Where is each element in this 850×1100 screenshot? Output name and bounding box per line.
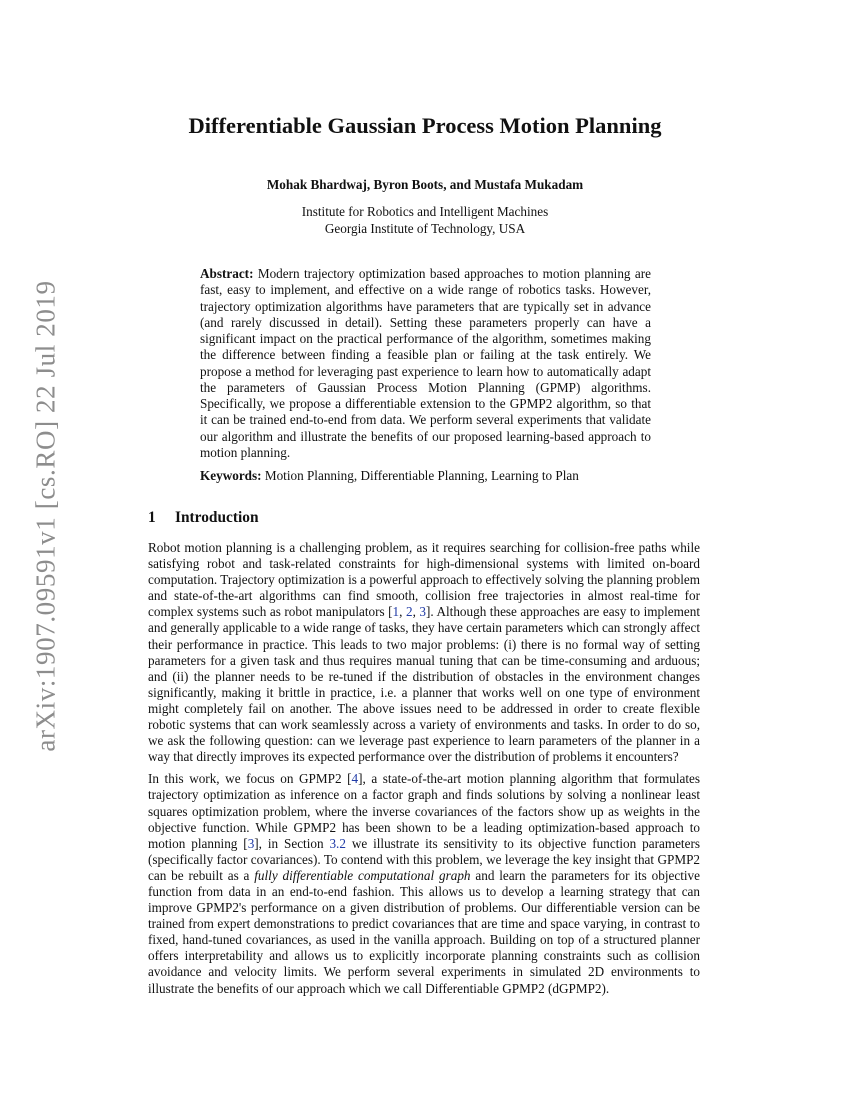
paragraph-text: ]. Although these approaches are easy to implement and generally applicable to a wide range of tasks, they have certain parameters which can strongly affect their performance in practice. This leads to two major problems: (i) there is no formal way of setting parameters for a given task and thus requires manual tuning that can be time-consuming and arduous; and (ii) the planner needs to be re-tuned if the distribution of obstacles in the environment changes significantly, making it brittle in practice, i.e. a planner that works well on one type of environment might completely fail on another. The above issues need to be addressed in order to create flexible robotic systems that can work seamlessly across a variety of environments and tasks. In order to do so, we ask the following question: can we leverage past experience to learn parameters of the planner in a way that directly improves its expected performance over the distribution of problems it encounters? — [148, 604, 701, 765]
citation-link[interactable]: 2 — [405, 604, 413, 620]
section-body — [148, 540, 700, 1003]
section-title: Introduction — [175, 509, 259, 526]
citation-link[interactable]: 1 — [392, 604, 400, 620]
paragraph-text: ], in Section — [254, 835, 330, 851]
affiliation-line-1: Institute for Robotics and Intelligent Machines — [301, 204, 549, 219]
paragraph-text: we illustrate its sensitivity to its objective function parameters (specifically factor covariances). To contend with this problem, we leverage the key insight that GPMP2 can be rebuilt as a — [148, 835, 700, 883]
citation-link[interactable]: 4 — [351, 771, 359, 787]
section-number: 1 — [148, 509, 156, 526]
paper-title: Differentiable Gaussian Process Motion Planning — [188, 113, 662, 138]
paragraph-text: and learn the parameters for its objective function from data in an end-to-end fashion. This allows us to develop a learning strategy that can improve GPMP2's performance on a given distribution of problems. Our differentiable version can be trained from expert demonstrations to predict covariances that are time and space varying, in contrast to fixed, hand-tuned covariances, as used in the vanilla approach. Building on top of a structured planner offers interpretability and allows us to explicitly incorporate planning constraints such as collision avoidance and velocity limits. We perform several experiments in simulated 2D environments to illustrate the benefits of our approach which we call Differentiable GPMP2 (dGPMP2). — [148, 867, 700, 996]
paragraph-text: ], a state-of-the-art motion planning algorithm that formulates trajectory optimization as inference on a factor graph and finds solutions by solving a nonlinear least squares optimization problem, where the inverse covariances of the factors show up as weights in the objective function. While GPMP2 has been shown to be a leading optimization-based approach to motion planning [ — [148, 771, 700, 851]
paragraph-2 — [148, 771, 700, 996]
affiliation — [100, 204, 750, 237]
paragraph-text: In this work, we focus on GPMP2 [ — [148, 771, 352, 787]
abstract-label: Abstract: — [200, 266, 254, 281]
paragraph-1: Robot motion planning is a challenging problem, as it requires searching for collision-free paths while satisfying robot and task-related constraints for high-dimensional systems with limited on-board computation. Trajectory optimization is a powerful approach to effectively solving the planning problem and state-of-the-art algorithms can find smooth, collision free trajectories in almost real-time for complex systems such as robot manipulators [1, 2, 3]. Although these approaches are easy to implement and generally applicable to a wide range of tasks, they have certain parameters which can strongly affect their performance in practice. This leads to two major problems: (i) there is no formal way of setting parameters for a given task and thus requires manual tuning that can be time-consuming and arduous; and (ii) the planner needs to be re-tuned if the distribution of obstacles in the environment changes significantly, making it brittle in practice, i.e. a planner that works well on one type of environment might completely fail on another. The above issues need to be addressed in order to create flexible robotic systems that can work seamlessly across a variety of environments and tasks. In order to do so, we ask the following question: can we leverage past experience to learn parameters of the planner in a way that directly improves its expected performance over the distribution of problems it encounters? — [148, 540, 701, 765]
abstract-text: Modern trajectory optimization based approaches to motion planning are fast, easy to implement, and effective on a wide range of robotics tasks. However, trajectory optimization algorithms have parameters that are typically set in advance (and rarely discussed in detail). Setting these parameters properly can have a significant impact on the practical performance of the algorithm, sometimes making the difference between finding a feasible plan or failing at the task entirely. We propose a method for leveraging past experience to learn how to automatically adapt the parameters of Gaussian Process Motion Planning (GPMP) algorithms. Specifically, we propose a differentiable extension to the GPMP2 algorithm, so that it can be trained end-to-end from data. We perform several experiments that validate our algorithm and illustrate the benefits of our proposed learning-based approach to motion planning. — [200, 266, 651, 460]
citation-link[interactable]: 3 — [247, 835, 255, 851]
abstract — [200, 266, 651, 461]
section-heading — [148, 508, 259, 528]
keywords — [200, 467, 651, 484]
citation-link[interactable]: 3 — [419, 604, 426, 620]
paragraph-text: Robot motion planning is a challenging problem, as it requires searching for collision-free paths while satisfying robot and task-related constraints for high-dimensional systems with limited on-board computation. Trajectory optimization is a powerful approach to effectively solving the planning problem and state-of-the-art algorithms can find smooth, collision free trajectories in almost real-time for complex systems such as robot manipulators [ — [148, 540, 700, 620]
keywords-label: Keywords: — [200, 468, 262, 483]
emphasis-text: fully differentiable computational graph — [254, 867, 471, 883]
affiliation-line-2: Georgia Institute of Technology, USA — [324, 220, 526, 236]
section-reference-link[interactable]: 3.2 — [329, 835, 346, 851]
keywords-text: Motion Planning, Differentiable Planning, Learning to Plan — [264, 468, 579, 483]
paper-authors: Mohak Bhardwaj, Byron Boots, and Mustafa Mukadam — [266, 177, 584, 192]
arxiv-stamp: arXiv:1907.09591v1 [cs.RO] 22 Jul 2019 — [30, 280, 61, 752]
